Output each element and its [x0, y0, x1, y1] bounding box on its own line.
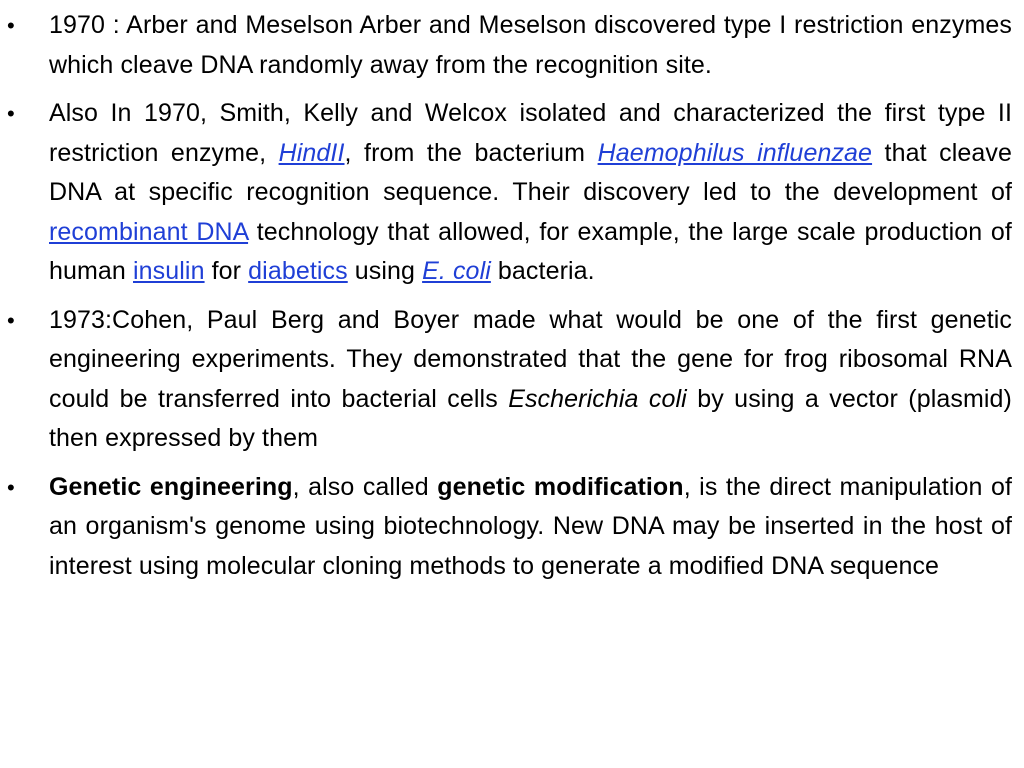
bold-term: genetic modification: [437, 472, 684, 501]
hyperlink[interactable]: E. coli: [422, 257, 491, 285]
text-segment: 1970 : Arber and Meselson Arber and Meselson discovered type I restriction enzymes which cleave DNA randomly away from the recognition site.: [49, 11, 1012, 79]
bullet-item: [7, 6, 1012, 85]
hyperlink[interactable]: diabetics: [248, 257, 348, 285]
text-segment: 1973:Cohen, Paul Berg and Boyer made what would be one of the first genetic engineering experiments. They demonstrated that the gene for frog ribosomal RNA could be transferred into bacterial cells: [49, 305, 1012, 413]
bullet-list: [7, 6, 1012, 595]
hyperlink[interactable]: Haemophilus influenzae: [597, 138, 873, 167]
text-segment: , from the bacterium: [344, 138, 598, 167]
bold-term: Genetic engineering: [49, 472, 293, 501]
text-segment: using: [347, 257, 423, 285]
text-segment: bacteria.: [490, 257, 595, 285]
text-segment: that cleave DNA at specific recognition sequence. Their discovery led to the development of: [49, 138, 1012, 206]
text-segment: , also called: [292, 472, 438, 501]
bullet-icon: •: [7, 307, 15, 333]
text-segment: Also In 1970, Smith, Kelly and Welcox isolated and characterized the first type II restriction enzyme,: [49, 99, 1012, 167]
bullet-item: [7, 468, 1012, 587]
hyperlink[interactable]: HindII: [278, 138, 345, 167]
text-segment: by using a vector (plasmid) then expressed by them: [49, 384, 1012, 452]
text-segment: technology that allowed, for example, the large scale production of human: [49, 217, 1012, 285]
hyperlink[interactable]: insulin: [133, 257, 205, 285]
italic-text: Escherichia coli: [508, 384, 687, 413]
text-segment: , is the direct manipulation of an organism's genome using biotechnology. New DNA may be inserted in the host of interest using molecular cloning methods to generate a modified DNA sequence: [49, 472, 1012, 580]
bullet-icon: •: [7, 101, 15, 126]
bullet-icon: •: [7, 13, 15, 38]
bullet-item: [7, 301, 1012, 459]
text-segment: for: [204, 257, 249, 285]
hyperlink[interactable]: recombinant DNA: [49, 217, 249, 246]
bullet-icon: •: [7, 474, 15, 500]
bullet-item: [7, 94, 1012, 292]
